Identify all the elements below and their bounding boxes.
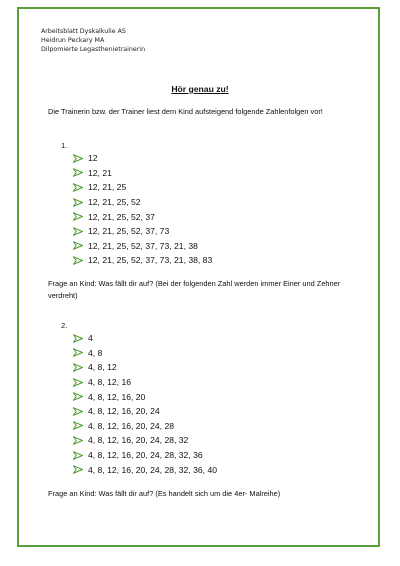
- sequence-text: 4, 8, 12, 16, 20, 24, 28, 32, 36: [88, 450, 203, 461]
- arrow-bullet-icon: [73, 348, 83, 357]
- sequence-text: 4, 8, 12, 16, 20, 24, 28, 32: [88, 435, 189, 446]
- arrow-bullet-icon: [73, 378, 83, 387]
- section-1-number: 1.: [61, 141, 68, 150]
- sequence-text: 4, 8, 12, 16, 20, 24, 28: [88, 420, 175, 431]
- arrow-bullet-icon: [73, 421, 83, 430]
- sequence-item: [73, 462, 217, 477]
- sequence-text: 12, 21, 25: [88, 182, 127, 193]
- intro-instruction: Die Trainerin bzw. der Trainer liest dem Kind aufsteigend folgende Zahlenfolgen vor!: [48, 107, 323, 116]
- arrow-bullet-icon: [73, 198, 83, 207]
- sequence-item: [73, 433, 217, 448]
- sequence-item: [73, 346, 217, 361]
- sequence-text: 12, 21, 25, 52, 37, 73, 21, 38: [88, 240, 198, 251]
- arrow-bullet-icon: [73, 436, 83, 445]
- section-2-sequence-list: [73, 331, 217, 477]
- sequence-text: 12, 21, 25, 52, 37: [88, 211, 155, 222]
- sequence-item: [73, 166, 212, 181]
- section-2-number: 2.: [61, 321, 68, 330]
- sequence-text: 12: [88, 153, 98, 164]
- sequence-item: [73, 404, 217, 419]
- section-2-question: Frage an Kind: Was fällt dir auf? (Es handelt sich um die 4er- Malreihe): [48, 489, 281, 498]
- arrow-bullet-icon: [73, 363, 83, 372]
- sequence-text: 12, 21: [88, 167, 112, 178]
- sequence-item: [73, 419, 217, 434]
- sequence-item: [73, 151, 212, 166]
- sequence-text: 12, 21, 25, 52: [88, 197, 141, 208]
- header-line-worksheet: Arbeitsblatt Dyskalkulie AS: [41, 28, 126, 35]
- sequence-item: [73, 389, 217, 404]
- sequence-item: [73, 195, 212, 210]
- sequence-text: 4, 8, 12, 16, 20: [88, 391, 146, 402]
- arrow-bullet-icon: [73, 183, 83, 192]
- sequence-item: [73, 448, 217, 463]
- arrow-bullet-icon: [73, 168, 83, 177]
- page-title: Hör genau zu!: [171, 84, 229, 94]
- sequence-item: [73, 253, 212, 268]
- sequence-text: 12, 21, 25, 52, 37, 73, 21, 38, 83: [88, 255, 213, 266]
- sequence-text: 4, 8, 12, 16: [88, 377, 132, 388]
- section-1-question: Frage an Kind: Was fällt dir auf? (Bei der folgenden Zahl werden immer Einer und Zehner verdreht): [48, 279, 341, 300]
- document-header: [41, 27, 145, 54]
- sequence-text: 4, 8, 12, 16, 20, 24, 28, 32, 36, 40: [88, 464, 218, 475]
- header-line-qualification: Dilpomierte Legasthenietrainerin: [41, 46, 146, 53]
- sequence-text: 4: [88, 333, 93, 344]
- arrow-bullet-icon: [73, 212, 83, 221]
- arrow-bullet-icon: [73, 241, 83, 250]
- arrow-bullet-icon: [73, 392, 83, 401]
- arrow-bullet-icon: [73, 465, 83, 474]
- arrow-bullet-icon: [73, 451, 83, 460]
- sequence-text: 4, 8, 12, 16, 20, 24: [88, 406, 160, 417]
- sequence-item: [73, 209, 212, 224]
- sequence-item: [73, 239, 212, 254]
- sequence-item: [73, 375, 217, 390]
- arrow-bullet-icon: [73, 154, 83, 163]
- sequence-text: 12, 21, 25, 52, 37, 73: [88, 226, 170, 237]
- arrow-bullet-icon: [73, 407, 83, 416]
- sequence-item: [73, 180, 212, 195]
- section-1-sequence-list: [73, 151, 212, 268]
- arrow-bullet-icon: [73, 227, 83, 236]
- sequence-item: [73, 224, 212, 239]
- header-line-author: Heidrun Peckary MA: [41, 37, 105, 44]
- sequence-item: [73, 360, 217, 375]
- arrow-bullet-icon: [73, 256, 83, 265]
- arrow-bullet-icon: [73, 334, 83, 343]
- sequence-text: 4, 8, 12: [88, 362, 117, 373]
- sequence-text: 4, 8: [88, 347, 103, 358]
- sequence-item: [73, 331, 217, 346]
